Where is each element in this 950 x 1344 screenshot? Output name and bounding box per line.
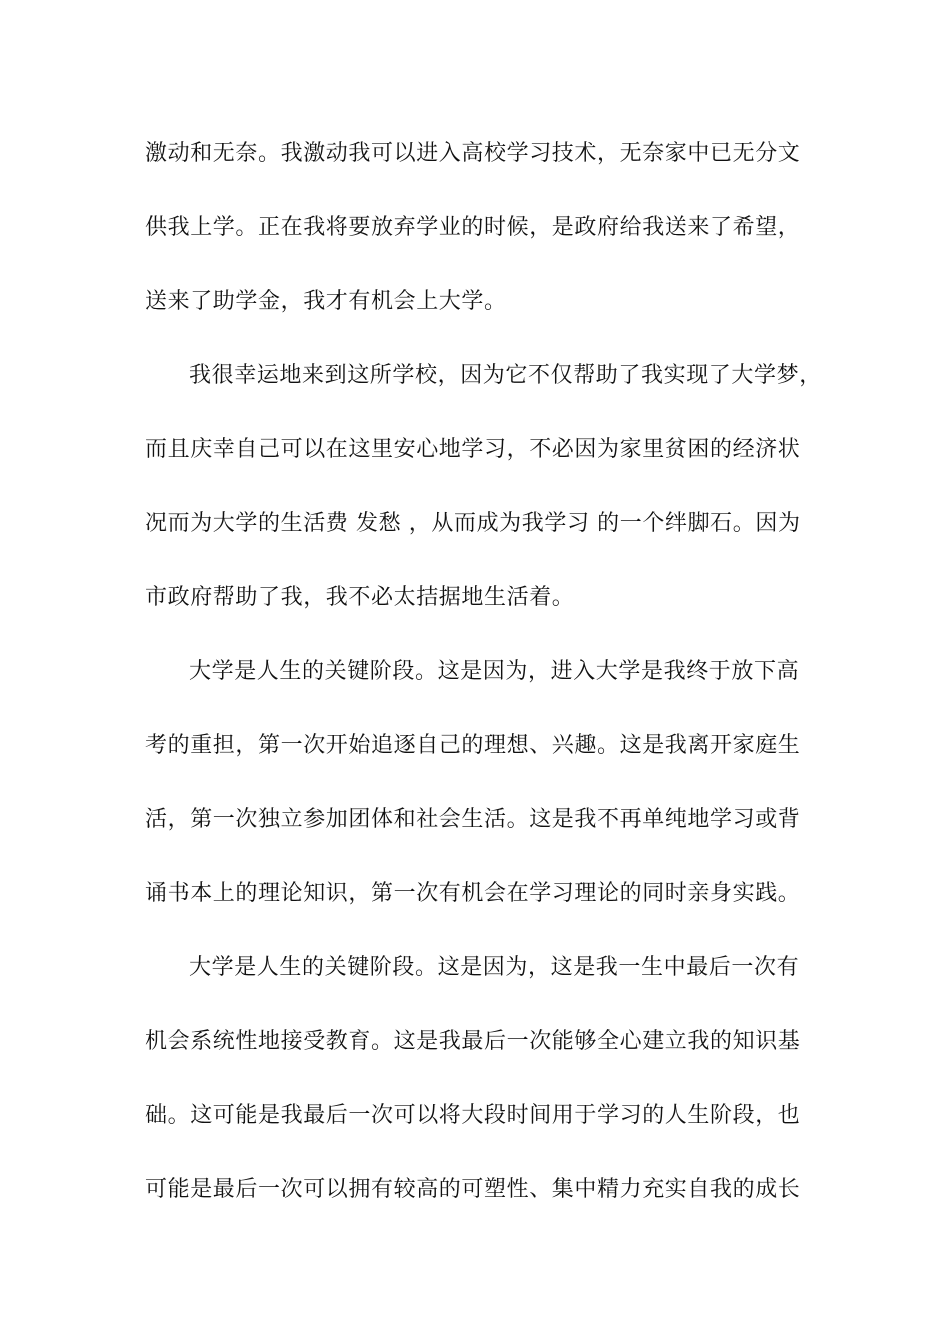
text-line: 送来了助学金，我才有机会上大学。: [145, 289, 507, 314]
body-text: [145, 130, 822, 1240]
text-line: 诵书本上的理论知识，第一次有机会在学习理论的同时亲身实践。: [145, 881, 801, 906]
text-line: 机会系统性地接受教育。这是我最后一次能够全心建立我的知识基: [145, 1029, 801, 1054]
text-line: 供我上学。正在我将要放弃学业的时候，是政府给我送来了希望，: [145, 215, 801, 240]
paragraph-first-line: 大学是人生的关键阶段。这是因为，进入大学是我终于放下高: [189, 659, 800, 684]
text-line: 市政府帮助了我，我不必太拮据地生活着。: [145, 585, 575, 610]
paragraph-first-line: 大学是人生的关键阶段。这是因为，这是我一生中最后一次有: [189, 955, 800, 980]
text-line: 而且庆幸自己可以在这里安心地学习，不必因为家里贫困的经济状: [145, 437, 801, 462]
text-line: 可能是最后一次可以拥有较高的可塑性、集中精力充实自我的成长: [145, 1177, 801, 1202]
text-line: 活，第一次独立参加团体和社会生活。这是我不再单纯地学习或背: [145, 807, 801, 832]
text-line: 础。这可能是我最后一次可以将大段时间用于学习的人生阶段，也: [145, 1103, 801, 1128]
text-line: 激动和无奈。我激动我可以进入高校学习技术，无奈家中已无分文: [145, 141, 801, 166]
text-line: 况而为大学的生活费 发愁 ，从而成为我学习 的一个绊脚石。因为: [145, 511, 801, 536]
text-line: 考的重担，第一次开始追逐自己的理想、兴趣。这是我离开家庭生: [145, 733, 801, 758]
paragraph-first-line: 我很幸运地来到这所学校，因为它不仅帮助了我实现了大学梦，: [189, 363, 822, 388]
